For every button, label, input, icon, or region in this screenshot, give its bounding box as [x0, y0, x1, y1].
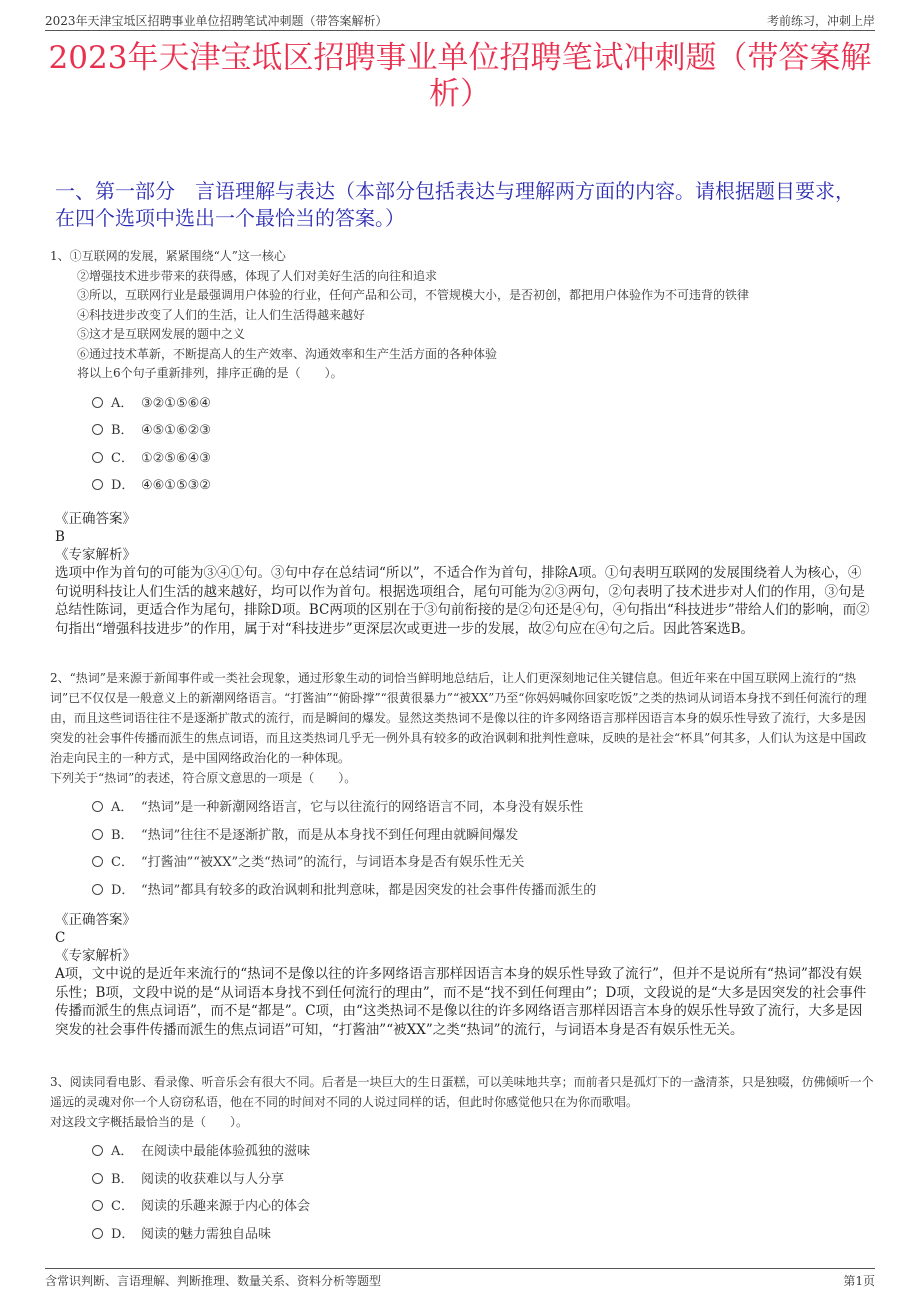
option-b[interactable]: [92, 417, 875, 445]
answer-block-2: [55, 911, 875, 1039]
option-letter: D．: [111, 882, 135, 898]
option-letter: B．: [111, 423, 134, 438]
option-text: ④⑥①⑤③②: [141, 478, 211, 493]
question-3: [50, 1072, 875, 1248]
answer-block-1: [55, 510, 875, 638]
section-heading: 一、第一部分 言语理解与表达（本部分包括表达与理解两方面的内容。请根据题目要求，在四个选项中选出一个最恰当的答案。）: [55, 179, 855, 230]
radio-icon[interactable]: [92, 1145, 103, 1156]
footer-note: 含常识判断、言语理解、判断推理、数量关系、资料分析等题型: [45, 1274, 382, 1288]
option-text: ①②⑤⑥④③: [141, 450, 211, 466]
radio-icon[interactable]: [92, 1228, 103, 1239]
page-number: 第1页: [843, 1274, 875, 1288]
option-text: 阅读的收获难以与人分享: [141, 1171, 285, 1187]
question-3-ask: 对这段文字概括最恰当的是（ ）。: [50, 1115, 249, 1129]
header-slogan: 考前练习，冲刺上岸: [766, 14, 875, 28]
option-c[interactable]: [92, 445, 875, 473]
option-text: “热词”都具有较多的政治讽刺和批判意味，都是因突发的社会事件传播而派生的: [141, 882, 597, 898]
option-letter: A．: [111, 800, 134, 815]
question-1-ask: 将以上6个句子重新排列，排序正确的是（ ）。: [77, 366, 343, 380]
radio-icon[interactable]: [92, 452, 103, 463]
question-1-line: ⑤这才是互联网发展的题中之义: [77, 327, 246, 341]
option-letter: C．: [111, 450, 134, 466]
option-text: “热词”是一种新潮网络语言，它与以往流行的网络语言不同，本身没有娱乐性: [141, 800, 584, 815]
answer-value: C: [55, 930, 66, 946]
analysis-text: 选项中作为首句的可能为③④①句。③句中存在总结词“所以”，不适合作为首句，排除A项。①句表明互联网的发展围绕着人为核心，④句说明科技让人们生活的越来越好，均可以作为首句。根据选项组合，尾句可能为②③两句，②句表明了技术进步对人们的作用，③句是总结性陈词，更适合作为尾句，排除D项。BC两项的区别在于③句前衔接的是②句还是④句，④句指出“科技进步”带给人们的影响，而②句指出“增强科技进步”的作用，属于对“科技进步”更深层次或更进一步的发展，故②句应在④句之后。因此答案选B。: [55, 565, 870, 637]
option-letter: B．: [111, 1171, 134, 1187]
radio-icon[interactable]: [92, 829, 103, 840]
option-text: 在阅读中最能体验孤独的滋味: [141, 1144, 311, 1159]
answer-label: 《正确答案》: [55, 912, 136, 928]
option-letter: D．: [111, 478, 135, 493]
answer-label: 《正确答案》: [55, 511, 136, 527]
option-a[interactable]: [92, 390, 875, 418]
question-1-options: [92, 390, 875, 500]
option-c[interactable]: [92, 1193, 875, 1221]
radio-icon[interactable]: [92, 479, 103, 490]
question-3-stem: 3、阅读同看电影、看录像、听音乐会有很大不同。后者是一块巨大的生日蛋糕，可以美味地共享；而前者只是孤灯下的一盏清茶，只是独啜，仿佛倾听一个遥远的灵魂对你一个人窃窃私语，他在不同的时间对不同的人说过同样的话，但此时你感觉他只在为你而歌唱。: [50, 1075, 874, 1109]
radio-icon[interactable]: [92, 397, 103, 408]
option-d[interactable]: [92, 1221, 875, 1249]
question-2-ask: 下列关于“热词”的表述，符合原文意思的一项是（ ）。: [50, 771, 357, 785]
question-2: [50, 668, 875, 904]
radio-icon[interactable]: [92, 1173, 103, 1184]
question-2-options: [92, 794, 875, 904]
option-text: “热词”往往不是逐渐扩散，而是从本身找不到任何理由就瞬间爆发: [141, 827, 519, 843]
radio-icon[interactable]: [92, 856, 103, 867]
question-1-line: 1、①互联网的发展，紧紧围绕“人”这一核心: [50, 249, 286, 263]
option-text: 阅读的魅力需独自品味: [141, 1226, 272, 1242]
option-text: 阅读的乐趣来源于内心的体会: [141, 1199, 311, 1214]
question-2-stem: 2、“热词”是来源于新闻事件或一类社会现象，通过形象生动的词恰当鲜明地总结后，让人们更深刻地记住关键信息。但近年来在中国互联网上流行的“热词”已不仅仅是一般意义上的新潮网络语言。“打酱油”“俯卧撑”“很黄很暴力”“被XX”乃至“你妈妈喊你回家吃饭”之类的热词从词语本身找不到任何流行的理由，而且这些词语往往不是逐渐扩散式的流行，而是瞬间的爆发。显然这类热词不是像以往的许多网络语言那样因语言本身的娱乐性导致了流行，大多是因突发的社会事件传播而派生的焦点词语，而且这类热词几乎无一例外具有较多的政治讽刺和批判性意味，反映的是社会“杯具”何其多，人们认为这是中国政治走向民主的一种方式，是中国网络政治化的一种体现。: [50, 671, 867, 765]
analysis-label: 《专家解析》: [55, 948, 136, 964]
question-1-line: ④科技进步改变了人们的生活，让人们生活得越来越好: [77, 307, 366, 322]
option-letter: C．: [111, 1199, 134, 1214]
question-3-options: [92, 1138, 875, 1248]
question-1: [50, 247, 875, 500]
option-a[interactable]: [92, 794, 875, 822]
page-footer: [45, 1268, 875, 1302]
radio-icon[interactable]: [92, 801, 103, 812]
radio-icon[interactable]: [92, 1200, 103, 1211]
answer-value: B: [55, 529, 65, 545]
option-d[interactable]: [92, 877, 875, 905]
question-1-line: ⑥通过技术革新，不断提高人的生产效率、沟通效率和生产生活方面的各种体验: [77, 346, 498, 361]
option-letter: A．: [111, 1144, 134, 1159]
radio-icon[interactable]: [92, 424, 103, 435]
option-c[interactable]: [92, 849, 875, 877]
page-header: [45, 10, 875, 31]
option-text: ③②①⑤⑥④: [141, 395, 211, 411]
option-letter: D．: [111, 1226, 135, 1242]
header-doc-title: 2023年天津宝坻区招聘事业单位招聘笔试冲刺题（带答案解析）: [45, 14, 388, 28]
option-b[interactable]: [92, 1166, 875, 1194]
option-letter: B．: [111, 827, 134, 843]
option-text: ④⑤①⑥②③: [141, 423, 211, 438]
option-letter: C．: [111, 855, 134, 870]
question-1-line: ②增强技术进步带来的获得感，体现了人们对美好生活的向往和追求: [77, 268, 438, 283]
analysis-text: A项，文中说的是近年来流行的“热词不是像以往的许多网络语言那样因语言本身的娱乐性导致了流行”，但并不是说所有“热词”都没有娱乐性；B项，文段中说的是“从词语本身找不到任何流行的理由”，而不是“找不到任何理由”；D项，文段说的是“大多是因突发的社会事件传播而派生的焦点词语”，而不是“都是”。C项，由“这类热词不是像以往的许多网络语言那样因语言本身的娱乐性导致了流行，大多是因突发的社会事件传播而派生的焦点词语”可知，“打酱油”“被XX”之类“热词”的流行，与词语本身是否有娱乐性无关。: [55, 966, 867, 1038]
option-b[interactable]: [92, 822, 875, 850]
question-1-line: ③所以，互联网行业是最强调用户体验的行业，任何产品和公司，不管规模大小，是否初创，都把用户体验作为不可违背的铁律: [77, 288, 750, 302]
option-letter: A．: [111, 395, 134, 411]
option-a[interactable]: [92, 1138, 875, 1166]
option-d[interactable]: [92, 472, 875, 500]
analysis-label: 《专家解析》: [55, 547, 136, 563]
radio-icon[interactable]: [92, 884, 103, 895]
option-text: “打酱油”“被XX”之类“热词”的流行，与词语本身是否有娱乐性无关: [141, 855, 525, 870]
page-title: 2023年天津宝坻区招聘事业单位招聘笔试冲刺题（带答案解析）: [48, 40, 872, 112]
